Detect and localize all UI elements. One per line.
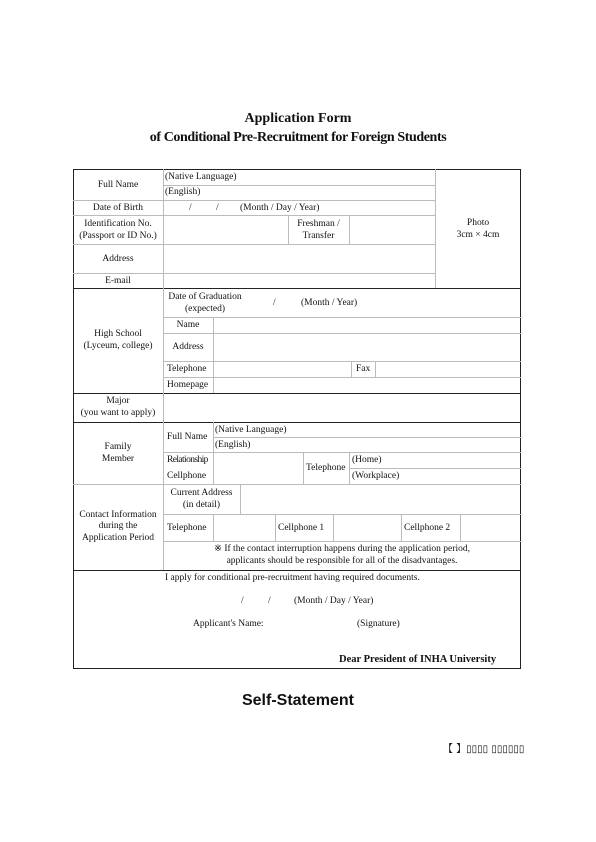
school-homepage-label: Homepage — [167, 380, 209, 390]
email-label: E-mail — [105, 276, 131, 286]
family-english: (English) — [215, 440, 251, 450]
contact-note-2: applicants should be responsible for all of the disadvantages. — [226, 556, 458, 566]
current-address-label: Current Address — [170, 488, 233, 498]
school-name-label: Name — [176, 320, 200, 330]
cellphone-1-label: Cellphone 1 — [278, 523, 325, 533]
id-label: Identification No. — [84, 219, 152, 229]
title-line-1: Application Form — [244, 111, 352, 126]
grad-format: (Month / Year) — [301, 298, 358, 308]
full-name-label: Full Name — [97, 180, 139, 190]
contact-telephone-label: Telephone — [167, 523, 207, 533]
address-label: Address — [102, 254, 134, 264]
english-label: (English) — [165, 187, 201, 197]
dear-president: Dear President of INHA University — [339, 654, 497, 665]
photo-label: Photo — [466, 218, 490, 228]
contact-label-2: during the — [98, 521, 138, 531]
contact-note-1: ※ If the contact interruption happens during the application period, — [214, 544, 470, 554]
grad-slash: / — [273, 298, 276, 308]
family-telephone-label: Telephone — [306, 463, 346, 473]
family-cellphone-label: Cellphone — [167, 471, 207, 481]
title-line-2: of Conditional Pre-Recruitment for Foreign Students — [149, 130, 447, 145]
contact-label-1: Contact Information — [79, 510, 157, 520]
family-label: Family — [104, 442, 132, 452]
family-workplace-label: (Workplace) — [352, 471, 400, 481]
self-statement-heading: Self-Statement — [241, 692, 355, 709]
corner-mark: 【 】▯▯▯▯ ▯▯▯▯▯▯ — [443, 744, 525, 755]
dob-slash-2: / — [216, 203, 219, 213]
dob-label: Date of Birth — [92, 203, 144, 213]
school-fax-label: Fax — [356, 364, 371, 374]
cellphone-2-label: Cellphone 2 — [404, 523, 451, 533]
id-sub: (Passport or ID No.) — [79, 231, 157, 241]
declaration-date-format: (Month / Day / Year) — [294, 596, 374, 606]
major-label: Major — [106, 396, 130, 406]
declaration-slash-2: / — [268, 596, 271, 606]
current-address-sub: (in detail) — [182, 500, 221, 510]
declaration-slash-1: / — [241, 596, 244, 606]
high-school-label: High School — [94, 329, 142, 339]
freshman-label: Freshman / — [297, 219, 340, 229]
native-language-label: (Native Language) — [165, 172, 237, 182]
contact-label-3: Application Period — [81, 533, 155, 543]
freshman-sub: Transfer — [302, 231, 335, 241]
dob-slash-1: / — [189, 203, 192, 213]
family-full-name-label: Full Name — [167, 432, 208, 442]
applicant-name-label: Applicant's Name: — [193, 619, 264, 629]
school-telephone-label: Telephone — [167, 364, 207, 374]
signature-label: (Signature) — [357, 619, 400, 629]
graduation-label: Date of Graduation — [168, 292, 242, 302]
family-sub: Member — [101, 454, 135, 464]
family-native-language: (Native Language) — [215, 425, 287, 435]
dob-format: (Month / Day / Year) — [240, 203, 320, 213]
family-home-label: (Home) — [352, 455, 382, 465]
graduation-sub: (expected) — [184, 304, 226, 314]
declaration-statement: I apply for conditional pre-recruitment having required documents. — [165, 573, 420, 583]
photo-size: 3cm × 4cm — [456, 230, 500, 240]
school-address-label: Address — [172, 342, 204, 352]
major-sub: (you want to apply) — [80, 408, 156, 418]
high-school-sub: (Lyceum, college) — [83, 341, 153, 351]
relationship-label: Relationship — [167, 455, 208, 465]
